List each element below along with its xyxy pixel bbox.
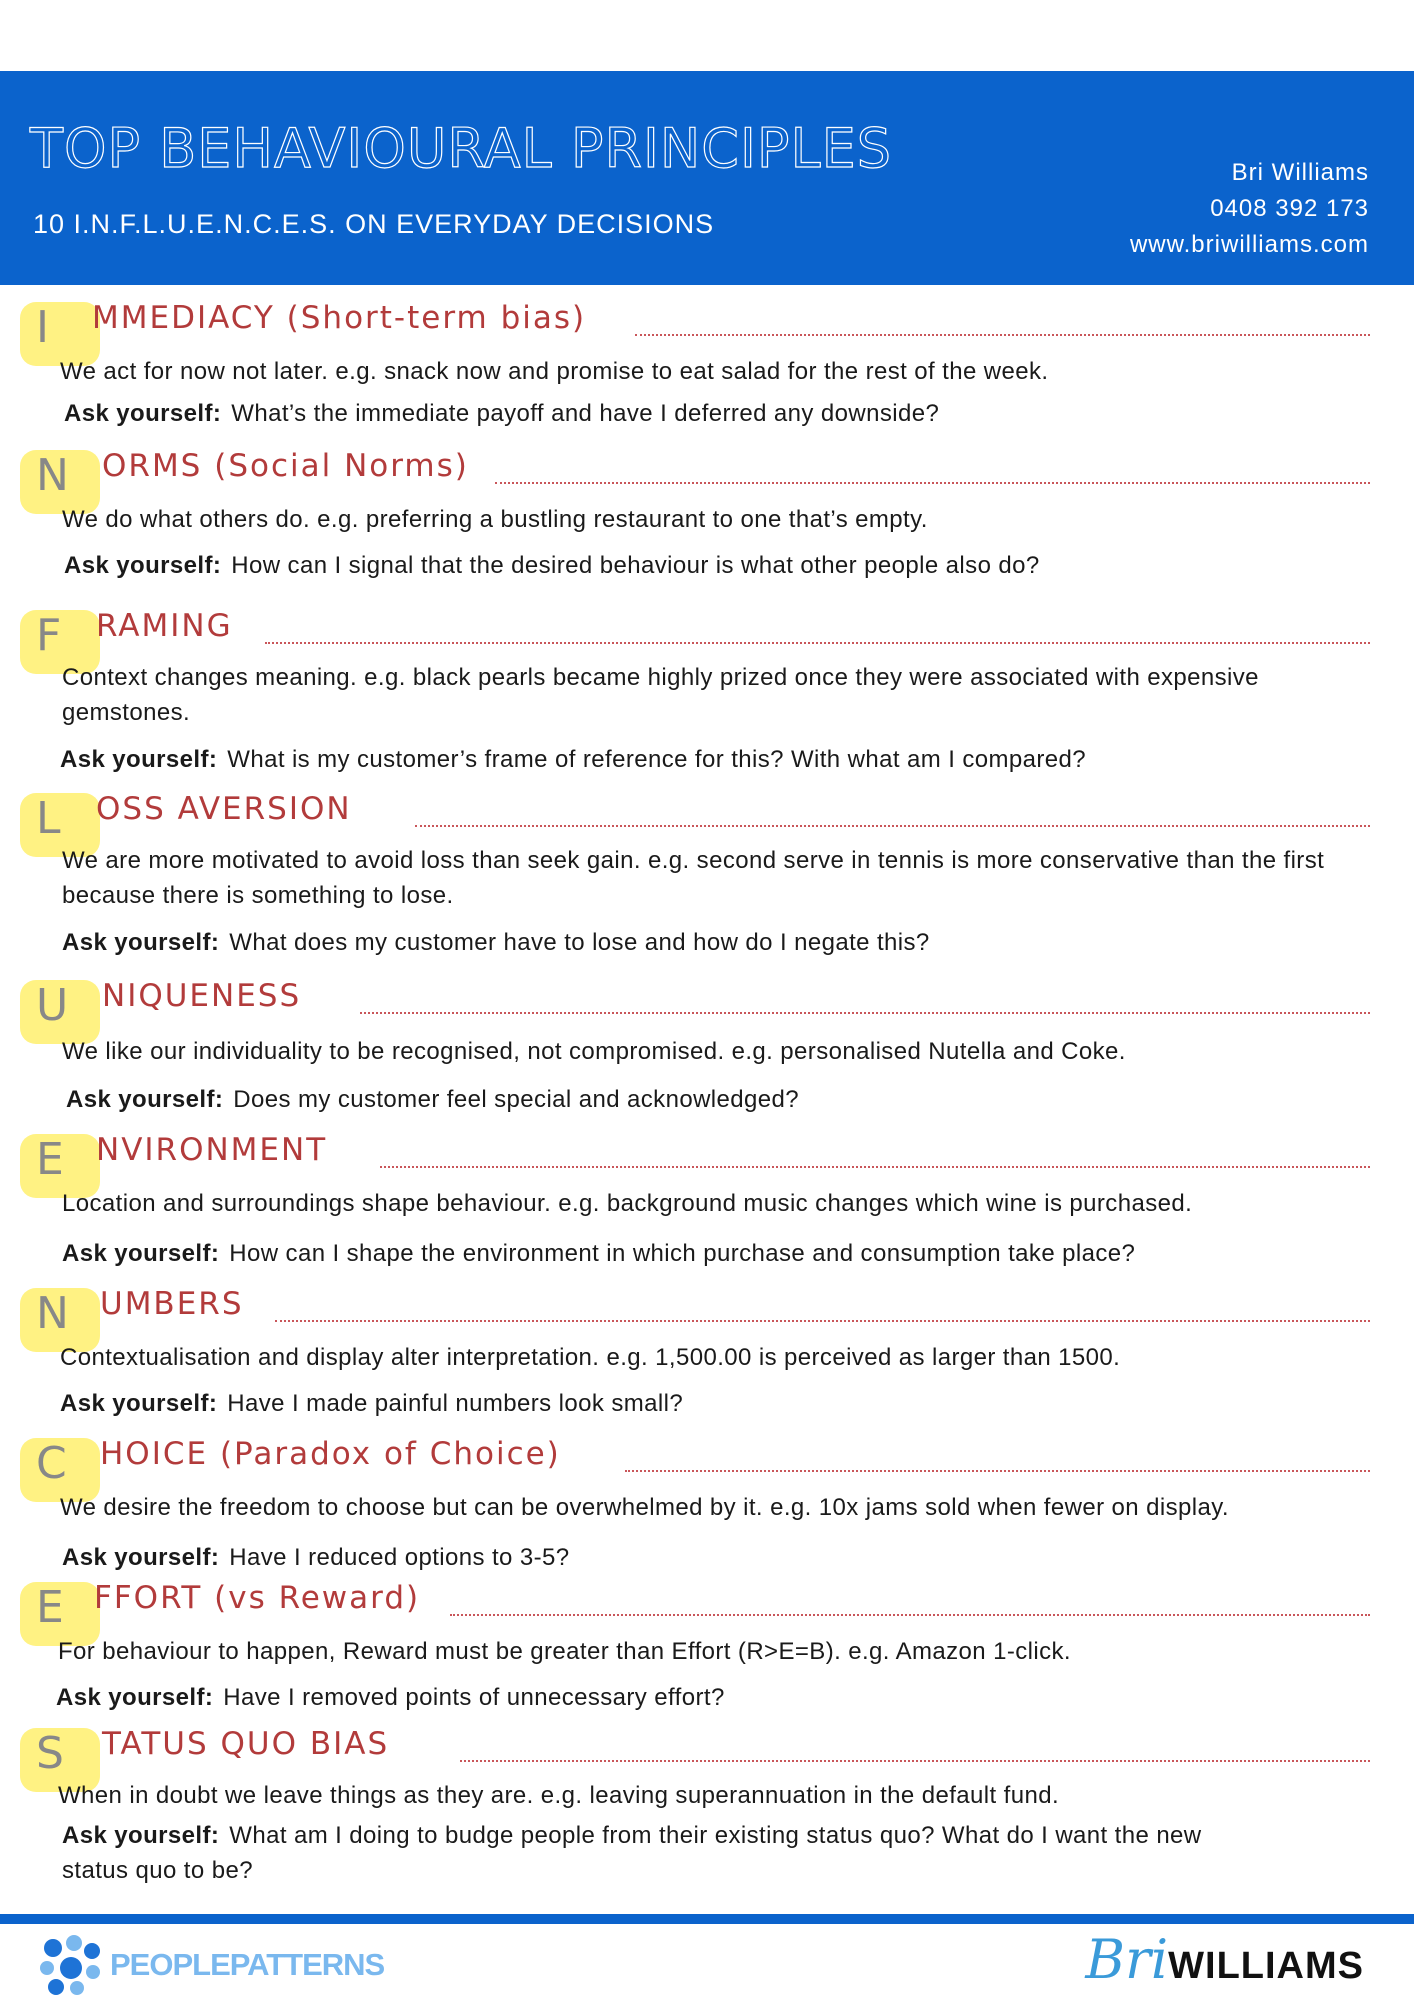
- molecule-icon: [40, 1935, 104, 1999]
- ask-text: Have I reduced options to 3-5?: [229, 1544, 570, 1571]
- ask-label: Ask yourself:: [62, 1544, 220, 1571]
- ask-text: How can I shape the environment in which purchase and consumption take place?: [229, 1240, 1136, 1267]
- principle-description: Contextualisation and display alter interpretation. e.g. 1,500.00 is perceived as larger than 1500.: [60, 1344, 1121, 1371]
- dotted-rule: [360, 1012, 1370, 1014]
- principle-title: UMBERS: [100, 1286, 244, 1322]
- ask-text: Have I made painful numbers look small?: [227, 1390, 684, 1417]
- principle-title: NVIRONMENT: [96, 1132, 328, 1168]
- principle-heading: [20, 970, 1370, 1042]
- principle-letter: C: [36, 1438, 67, 1489]
- dotted-rule: [635, 334, 1370, 336]
- ask-label: Ask yourself:: [62, 1240, 220, 1267]
- principle-letter: E: [36, 1582, 64, 1633]
- principle-title: RAMING: [96, 608, 233, 644]
- principle-title: OSS AVERSION: [96, 791, 352, 827]
- ask-label: Ask yourself:: [60, 1390, 218, 1417]
- principle-letter: S: [36, 1728, 64, 1779]
- principle-ask: [64, 396, 1354, 431]
- dotted-rule: [460, 1760, 1370, 1762]
- logo-bri: Bri: [1085, 1928, 1169, 1991]
- principle-ask: [62, 1236, 1352, 1271]
- principle-ask: [62, 925, 1352, 960]
- principle-letter: I: [36, 302, 49, 353]
- ask-label: Ask yourself:: [62, 929, 220, 956]
- principle-ask: [60, 742, 1350, 777]
- principle-title: ORMS (Social Norms): [102, 448, 469, 484]
- principle-description: We do what others do. e.g. preferring a bustling restaurant to one that’s empty.: [62, 506, 928, 533]
- page-title: TOP BEHAVIOURAL PRINCIPLES: [30, 117, 892, 180]
- dotted-rule: [625, 1470, 1370, 1472]
- ask-label: Ask yourself:: [66, 1086, 224, 1113]
- ask-label: Ask yourself:: [62, 1822, 220, 1849]
- contact-phone: 0408 392 173: [1210, 195, 1369, 222]
- principle-description: Location and surroundings shape behaviour. e.g. background music changes which wine is purchased.: [62, 1190, 1193, 1217]
- ask-text: What does my customer have to lose and how do I negate this?: [229, 929, 930, 956]
- principle-title: FFORT (vs Reward): [94, 1580, 421, 1616]
- principle-title: MMEDIACY (Short-term bias): [92, 300, 587, 336]
- principle-ask: [62, 1818, 1252, 1888]
- header-banner: [0, 71, 1414, 285]
- dotted-rule: [380, 1166, 1370, 1168]
- logo-williams: WILLIAMS: [1168, 1945, 1364, 1987]
- principle-letter: E: [36, 1134, 64, 1185]
- principle-letter: N: [36, 1288, 69, 1339]
- principle-description: Context changes meaning. e.g. black pearls became highly prized once they were associated with expensive gemstones.: [62, 664, 1259, 726]
- dotted-rule: [450, 1614, 1370, 1616]
- contact-name: Bri Williams: [1231, 159, 1369, 186]
- footer-rule: [0, 1914, 1414, 1924]
- ask-label: Ask yourself:: [64, 552, 222, 579]
- principle-letter: F: [36, 610, 62, 661]
- principle-description: We like our individuality to be recognised, not compromised. e.g. personalised Nutella and Coke.: [62, 1038, 1126, 1065]
- principle-ask: [64, 548, 1354, 583]
- principle-description: We act for now not later. e.g. snack now and promise to eat salad for the rest of the week.: [60, 358, 1049, 385]
- wordmark-people: PEOPLE: [110, 1947, 230, 1982]
- ask-text: What am I doing to budge people from their existing status quo? What do I want the new status quo to be?: [62, 1822, 1202, 1884]
- ask-label: Ask yourself:: [64, 400, 222, 427]
- peoplepatterns-wordmark: [110, 1947, 384, 1983]
- principle-ask: [56, 1680, 1346, 1715]
- principle-ask: [60, 1386, 1350, 1421]
- principle-ask: [66, 1082, 1356, 1117]
- principle-letter: N: [36, 450, 69, 501]
- ask-text: Have I removed points of unnecessary effort?: [223, 1684, 725, 1711]
- principle-description: When in doubt we leave things as they are. e.g. leaving superannuation in the default fund.: [58, 1782, 1060, 1809]
- contact-website[interactable]: www.briwilliams.com: [1129, 231, 1369, 258]
- principle-description: We desire the freedom to choose but can be overwhelmed by it. e.g. 10x jams sold when fewer on display.: [60, 1494, 1229, 1521]
- principle-letter: L: [36, 793, 61, 844]
- ask-label: Ask yourself:: [60, 746, 218, 773]
- dotted-rule: [265, 642, 1370, 644]
- ask-text: What is my customer’s frame of reference for this? With what am I compared?: [227, 746, 1087, 773]
- principle-description: We are more motivated to avoid loss than seek gain. e.g. second serve in tennis is more conservative than the first because there is something to lose.: [62, 847, 1325, 909]
- principle-letter: U: [36, 980, 69, 1031]
- principle-title: NIQUENESS: [102, 978, 302, 1014]
- contact-block: [1130, 155, 1369, 263]
- dotted-rule: [495, 482, 1370, 484]
- ask-text: What’s the immediate payoff and have I deferred any downside?: [231, 400, 940, 427]
- ask-text: Does my customer feel special and acknowledged?: [233, 1086, 800, 1113]
- ask-label: Ask yourself:: [56, 1684, 214, 1711]
- principle-title: TATUS QUO BIAS: [102, 1726, 390, 1762]
- briwilliams-logo: [1064, 1928, 1364, 1998]
- wordmark-patterns: PATTERNS: [229, 1947, 385, 1982]
- peoplepatterns-logo: [40, 1935, 400, 1995]
- dotted-rule: [275, 1320, 1370, 1322]
- dotted-rule: [415, 825, 1370, 827]
- principle-description: For behaviour to happen, Reward must be greater than Effort (R>E=B). e.g. Amazon 1-click.: [58, 1638, 1071, 1665]
- page-subtitle: 10 I.N.F.L.U.E.N.C.E.S. ON EVERYDAY DECISIONS: [33, 209, 715, 239]
- ask-text: How can I signal that the desired behaviour is what other people also do?: [231, 552, 1040, 579]
- principle-title: HOICE (Paradox of Choice): [100, 1436, 561, 1472]
- principle-ask: [62, 1540, 1352, 1575]
